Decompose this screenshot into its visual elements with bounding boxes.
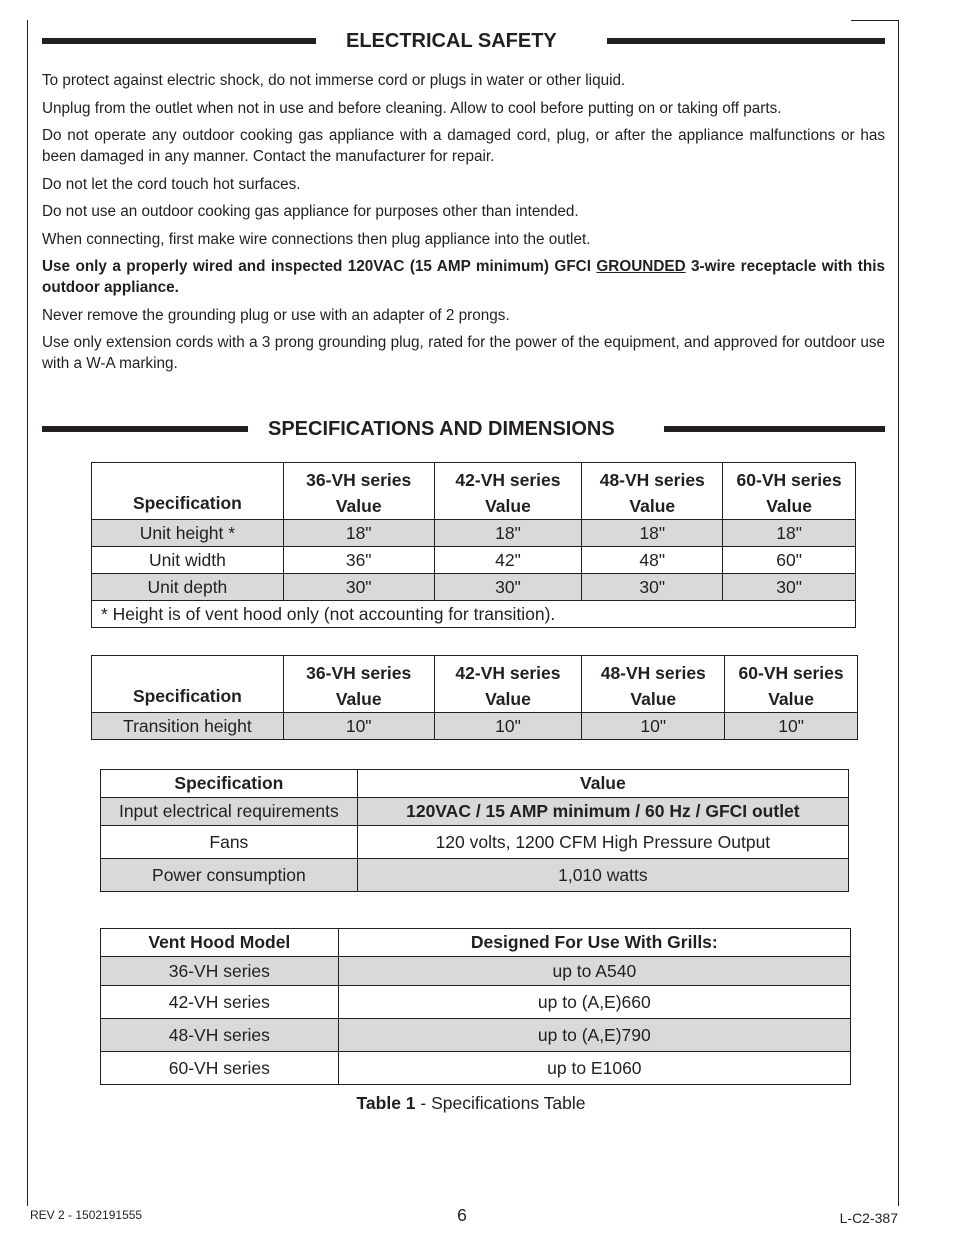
- table-cell: 36": [283, 547, 434, 574]
- row-label: Unit height *: [92, 520, 284, 547]
- transition-table: [91, 655, 858, 740]
- safety-paragraph: Never remove the grounding plug or use with an adapter of 2 prongs.: [42, 306, 510, 324]
- row-label: 60-VH series: [101, 1052, 339, 1085]
- table-row: [101, 1019, 851, 1052]
- column-header: [725, 656, 858, 713]
- column-header: Designed For Use With Grills:: [338, 929, 850, 957]
- value-label: Value: [629, 496, 676, 516]
- table-cell: 48": [582, 547, 723, 574]
- value-label: Value: [335, 689, 382, 709]
- table-header-row: [101, 770, 849, 798]
- table-cell: 18": [434, 520, 582, 547]
- value-label: Value: [335, 496, 382, 516]
- series-name: 60-VH series: [738, 663, 844, 683]
- table-row: [101, 986, 851, 1019]
- electrical-safety-heading: [42, 28, 885, 54]
- table-cell: 30": [582, 574, 723, 601]
- heading-rule-right: [664, 426, 885, 432]
- series-name: 36-VH series: [306, 663, 412, 683]
- heading-rule-right: [607, 38, 885, 44]
- series-name: 60-VH series: [736, 470, 842, 490]
- table-cell: 30": [723, 574, 856, 601]
- column-header: [582, 463, 723, 520]
- table-cell: 1,010 watts: [357, 859, 848, 892]
- table-header-row: [92, 656, 858, 713]
- row-label: Power consumption: [101, 859, 358, 892]
- table-cell: 120 volts, 1200 CFM High Pressure Output: [357, 826, 848, 859]
- series-name: 48-VH series: [599, 470, 705, 490]
- page-frame-left: [27, 20, 28, 1206]
- heading-rule-left: [42, 38, 316, 44]
- table-header-row: [92, 463, 856, 520]
- heading-rule-left: [42, 426, 248, 432]
- table-row: [92, 547, 856, 574]
- warning-text-after: 3-wire receptacle with this outdoor appliance.: [42, 258, 885, 296]
- table-row: [92, 713, 858, 740]
- series-name: 48-VH series: [600, 663, 706, 683]
- safety-paragraph: Do not operate any outdoor cooking gas appliance with a damaged cord, plug, or after the appliance malfunctions or has been damaged in any manner. Contact the manufacturer for repair.: [42, 127, 885, 165]
- safety-paragraph: Do not let the cord touch hot surfaces.: [42, 175, 301, 193]
- table-cell: 120VAC / 15 AMP minimum / 60 Hz / GFCI outlet: [357, 798, 848, 826]
- electrical-spec-table: [100, 769, 849, 892]
- table-row: [101, 1052, 851, 1085]
- grill-compatibility-table: [100, 928, 851, 1085]
- table-cell: 60": [723, 547, 856, 574]
- table-cell: 10": [283, 713, 434, 740]
- series-name: 42-VH series: [455, 663, 561, 683]
- warning-text-before: Use only a properly wired and inspected 120VAC (15 AMP minimum) GFCI: [42, 258, 597, 275]
- series-name: 36-VH series: [306, 470, 412, 490]
- series-name: 42-VH series: [455, 470, 561, 490]
- table-cell: 30": [283, 574, 434, 601]
- section-title: ELECTRICAL SAFETY: [346, 30, 557, 52]
- caption-text: - Specifications Table: [415, 1093, 586, 1113]
- column-header: Specification: [92, 463, 284, 520]
- table-header-row: [101, 929, 851, 957]
- table-cell: up to A540: [338, 957, 850, 986]
- value-label: Value: [630, 689, 677, 709]
- column-header: [582, 656, 725, 713]
- specifications-heading: [42, 416, 885, 442]
- row-label: Unit width: [92, 547, 284, 574]
- row-label: Fans: [101, 826, 358, 859]
- table-cell: 42": [434, 547, 582, 574]
- table-note-row: [92, 601, 856, 628]
- row-label: 48-VH series: [101, 1019, 339, 1052]
- table-cell: 10": [725, 713, 858, 740]
- document-code: L-C2-387: [839, 1210, 898, 1226]
- safety-paragraph: To protect against electric shock, do not immerse cord or plugs in water or other liquid.: [42, 72, 626, 89]
- revision-code: REV 2 - 1502191555: [30, 1208, 143, 1222]
- table-row: [101, 859, 849, 892]
- section-title: SPECIFICATIONS AND DIMENSIONS: [268, 418, 615, 440]
- table-cell: 18": [723, 520, 856, 547]
- row-label: Transition height: [92, 713, 284, 740]
- table-cell: 18": [582, 520, 723, 547]
- column-header: [283, 463, 434, 520]
- row-label: 42-VH series: [101, 986, 339, 1019]
- row-label: 36-VH series: [101, 957, 339, 986]
- value-label: Value: [768, 689, 814, 709]
- caption-label: Table 1: [356, 1093, 416, 1113]
- grounded-receptacle-warning: [42, 256, 885, 298]
- electrical-safety-text: [42, 70, 885, 381]
- page-number: 6: [457, 1205, 467, 1225]
- dimensions-table: [91, 462, 856, 628]
- safety-paragraph: Unplug from the outlet when not in use and before cleaning. Allow to cool before putting on or taking off parts.: [42, 99, 782, 117]
- table-cell: up to (A,E)660: [338, 986, 850, 1019]
- table-row: [101, 957, 851, 986]
- table-cell: 10": [582, 713, 725, 740]
- column-header: Vent Hood Model: [101, 929, 339, 957]
- value-label: Value: [485, 689, 531, 709]
- page-frame-right: [898, 20, 899, 1206]
- column-header: [434, 656, 582, 713]
- table-caption: [0, 1093, 942, 1114]
- column-header: Specification: [101, 770, 358, 798]
- table-cell: 18": [283, 520, 434, 547]
- safety-paragraph: When connecting, first make wire connections then plug appliance into the outlet.: [42, 230, 591, 248]
- table-row: [101, 826, 849, 859]
- row-label: Unit depth: [92, 574, 284, 601]
- column-header: [283, 656, 434, 713]
- value-label: Value: [766, 496, 812, 516]
- table-row: [92, 574, 856, 601]
- page-frame-top: [851, 20, 899, 21]
- column-header: Value: [357, 770, 848, 798]
- grounded-emphasis: GROUNDED: [596, 258, 686, 275]
- table-row: [101, 798, 849, 826]
- safety-paragraph: Do not use an outdoor cooking gas appliance for purposes other than intended.: [42, 203, 579, 220]
- safety-paragraph: Use only extension cords with a 3 prong grounding plug, rated for the power of the equipment, and approved for outdoor use with a W-A marking.: [42, 334, 885, 372]
- table-cell: 30": [434, 574, 582, 601]
- table-cell: 10": [434, 713, 582, 740]
- column-header: [723, 463, 856, 520]
- value-label: Value: [485, 496, 531, 516]
- table-cell: up to E1060: [338, 1052, 850, 1085]
- column-header: [434, 463, 582, 520]
- height-footnote: * Height is of vent hood only (not accounting for transition).: [92, 601, 856, 628]
- column-header: Specification: [92, 656, 284, 713]
- table-cell: up to (A,E)790: [338, 1019, 850, 1052]
- table-row: [92, 520, 856, 547]
- row-label: Input electrical requirements: [101, 798, 358, 826]
